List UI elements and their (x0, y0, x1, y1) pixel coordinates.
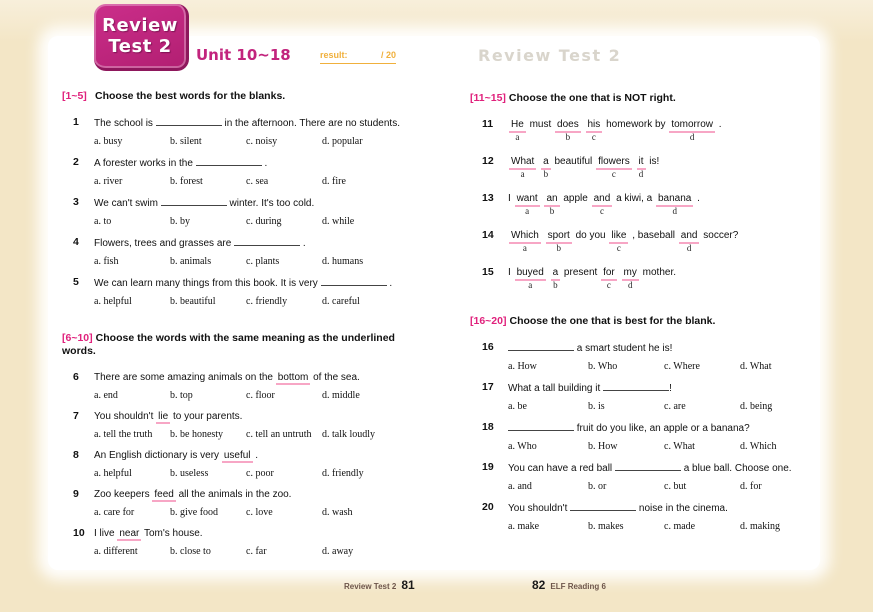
sentence-text: Zoo keepers (94, 489, 153, 500)
option-cell: b. close to (170, 546, 211, 557)
sentence-text: You shouldn't (94, 411, 157, 422)
option-cell: c. friendly (246, 296, 288, 307)
answer-blank (196, 156, 262, 166)
option-cell: d. wash (322, 507, 353, 518)
choice-letter: a (515, 132, 520, 142)
option-cell: b. animals (170, 256, 212, 267)
option-cell: a. end (94, 390, 118, 401)
option-cell: d. popular (322, 136, 363, 147)
option-cell: a. to (94, 216, 112, 227)
sentence-text: . (386, 278, 393, 289)
option-cell: a. and (508, 481, 532, 492)
choice-letter: a (528, 280, 533, 290)
option-cell: c. but (664, 481, 687, 492)
option-cell: b. Who (588, 361, 618, 372)
question-line (470, 381, 822, 395)
question-number: 8 (73, 449, 79, 461)
sentence-text: You can have a red ball (508, 463, 615, 474)
question-text (508, 229, 822, 253)
question-item (470, 192, 822, 217)
option-cell: b. beautiful (170, 296, 216, 307)
option-cell: d. while (322, 216, 355, 227)
answer-blank (603, 381, 669, 391)
answer-blank (508, 341, 574, 351)
question-number: 9 (73, 488, 79, 500)
question-number: 18 (482, 421, 494, 433)
option-cell: d. being (740, 401, 773, 412)
sentence-text: homework by (603, 119, 669, 130)
sentence-text: What a tall building it (508, 383, 604, 394)
option-cell: a. care for (94, 507, 135, 518)
sentence-text: We can't swim (94, 198, 161, 209)
sentence-text: , baseball (629, 230, 678, 241)
option-cell: a. tell the truth (94, 429, 153, 440)
question-number: 16 (482, 341, 494, 353)
question-number: 3 (73, 196, 79, 208)
option-cell: b. useless (170, 468, 209, 479)
choice-word: He a (511, 119, 524, 142)
option-cell: c. tell an untruth (246, 429, 312, 440)
underlined-word: useful (223, 450, 251, 461)
section-instruction: Choose the one that is NOT right. (508, 92, 676, 104)
unit-title: Unit 10~18 (196, 46, 291, 64)
option-cell: d. for (740, 481, 762, 492)
option-cell: c. during (246, 216, 282, 227)
sentence-text: . (261, 158, 268, 169)
sentence-text (582, 119, 585, 130)
option-cell: a. How (508, 361, 537, 372)
answer-blank (161, 196, 227, 206)
sentence-text: An English dictionary is very (94, 450, 222, 461)
option-cell: a. busy (94, 136, 123, 147)
sentence-text: . (716, 119, 722, 130)
option-cell: b. How (588, 441, 618, 452)
question-number: 5 (73, 276, 79, 288)
question-number: 14 (482, 229, 494, 241)
sentence-text: do you (572, 230, 609, 241)
choice-letter: d (686, 243, 692, 253)
question-item (62, 196, 419, 228)
page-number-left: 81 (401, 578, 415, 592)
question-text (508, 155, 822, 179)
question-number: 2 (73, 156, 79, 168)
section-range: [1~5] (62, 90, 87, 102)
sentence-text: Tom's house. (141, 528, 203, 539)
section-instruction: Choose the words with the same meaning as the underlined words. (62, 332, 395, 357)
choice-word: my d (623, 267, 637, 290)
question-text (94, 116, 419, 130)
left-page-footer (344, 578, 415, 592)
option-cell: b. is (588, 401, 605, 412)
underlined-word: lie (158, 411, 169, 422)
sentence-text (542, 230, 545, 241)
options-row (94, 215, 419, 228)
choice-word: and d (680, 230, 698, 253)
option-cell: a. helpful (94, 468, 132, 479)
sentence-text: noise in the cinema. (636, 503, 728, 514)
question-line (470, 229, 822, 253)
left-page-column (62, 90, 419, 566)
question-number: 20 (482, 501, 494, 513)
option-cell: a. Who (508, 441, 537, 452)
option-cell: b. makes (588, 521, 624, 532)
question-line (470, 155, 822, 179)
question-line (62, 276, 419, 290)
sentence-text: in the afternoon. There are no students. (221, 118, 400, 129)
choice-word: for c (603, 267, 615, 290)
choice-word: like c (611, 230, 627, 253)
question-line (470, 192, 822, 216)
sentence-text: . (252, 450, 259, 461)
options-row (94, 428, 419, 441)
option-cell: d. away (322, 546, 354, 557)
choice-word: a b (543, 156, 549, 179)
sentence-text: soccer? (700, 230, 739, 241)
option-cell: c. sea (246, 176, 269, 187)
question-line (470, 341, 822, 355)
options-row (508, 480, 822, 493)
option-cell: a. helpful (94, 296, 132, 307)
option-cell: b. silent (170, 136, 202, 147)
question-line (470, 501, 822, 515)
section-range: [6~10] (62, 332, 93, 344)
question-text (508, 341, 822, 355)
question-item (470, 461, 822, 493)
sentence-text: The school is (94, 118, 156, 129)
option-cell: b. top (170, 390, 193, 401)
section-instruction: Choose the best words for the blanks. (95, 90, 286, 102)
sentence-text: a blue ball. Choose one. (680, 463, 792, 474)
sentence-text: I (508, 267, 514, 278)
question-item (62, 449, 419, 480)
choice-word: What a (511, 156, 535, 179)
choice-word: it d (638, 156, 644, 179)
sentence-text: a kiwi, a (613, 193, 655, 204)
sentence-text (541, 193, 544, 204)
question-list (470, 118, 822, 291)
question-line (62, 196, 419, 210)
question-item (470, 118, 822, 143)
sentence-text: There are some amazing animals on the (94, 372, 276, 383)
answer-blank (234, 236, 300, 246)
question-item (62, 156, 419, 188)
choice-letter: b (549, 206, 555, 216)
option-cell: d. middle (322, 390, 360, 401)
result-box (320, 50, 396, 64)
question-text (508, 461, 822, 475)
choice-word: tomorrow d (671, 119, 714, 142)
choice-letter: b (543, 169, 549, 179)
sentence-text: apple (560, 193, 591, 204)
section-1-5 (62, 90, 419, 308)
section-6-10 (62, 332, 419, 558)
choice-letter: c (591, 132, 596, 142)
options-row (508, 440, 822, 453)
sentence-text: winter. It's too cold. (226, 198, 315, 209)
choice-letter: d (638, 169, 644, 179)
question-text (508, 266, 822, 290)
option-cell: c. floor (246, 390, 275, 401)
option-cell: d. friendly (322, 468, 364, 479)
sentence-text: present (561, 267, 601, 278)
question-number: 12 (482, 155, 494, 167)
option-cell: d. humans (322, 256, 364, 267)
sentence-text: I live (94, 528, 118, 539)
option-cell: c. poor (246, 468, 274, 479)
review-test-badge (94, 4, 189, 71)
question-item (470, 155, 822, 180)
option-cell: a. make (508, 521, 540, 532)
choice-letter: b (565, 132, 571, 142)
section-11-15 (470, 92, 822, 291)
result-label: result: (320, 50, 348, 60)
question-text (94, 196, 419, 210)
question-item (62, 236, 419, 268)
choice-letter: c (611, 169, 616, 179)
question-item (470, 341, 822, 373)
question-number: 13 (482, 192, 494, 204)
sentence-text: . (300, 238, 306, 249)
options-row (94, 467, 419, 480)
option-cell: a. be (508, 401, 527, 412)
question-number: 19 (482, 461, 494, 473)
section-header (62, 332, 419, 358)
sentence-text: a smart student he is! (574, 343, 673, 354)
question-list (62, 116, 419, 308)
question-item (470, 381, 822, 413)
option-cell: c. love (246, 507, 273, 518)
question-item (470, 266, 822, 291)
choice-word: a b (552, 267, 559, 290)
choice-word: flowers c (598, 156, 630, 179)
question-text (508, 192, 822, 216)
options-row (94, 135, 419, 148)
question-line (62, 371, 419, 384)
choice-word: an b (546, 193, 558, 216)
option-cell: c. far (246, 546, 267, 557)
sentence-text: beautiful (551, 156, 596, 167)
question-text (94, 449, 419, 462)
sentence-text: is! (646, 156, 660, 167)
question-line (470, 461, 822, 475)
sentence-text: to your parents. (170, 411, 243, 422)
question-line (62, 156, 419, 170)
option-cell: a. fish (94, 256, 119, 267)
choice-letter: c (616, 243, 621, 253)
question-number: 10 (73, 527, 85, 539)
option-cell: c. plants (246, 256, 280, 267)
section-header (62, 90, 419, 103)
badge-line-2: Test 2 (108, 36, 172, 57)
options-row (508, 360, 822, 373)
options-row (508, 400, 822, 413)
question-item (62, 410, 419, 441)
options-row (94, 506, 419, 519)
sentence-text: all the animals in the zoo. (175, 489, 292, 500)
choice-letter: d (689, 132, 695, 142)
choice-letter: d (627, 280, 633, 290)
option-cell: a. different (94, 546, 138, 557)
sentence-text: must (526, 119, 555, 130)
choice-letter: b (553, 280, 558, 290)
question-text (94, 156, 419, 170)
answer-blank (156, 116, 222, 126)
question-text (508, 501, 822, 515)
question-item (470, 421, 822, 453)
question-line (470, 118, 822, 142)
section-header (470, 92, 822, 105)
result-score: / 20 (380, 50, 396, 60)
choice-word: his c (587, 119, 601, 142)
question-item (62, 276, 419, 308)
question-text (94, 236, 419, 250)
question-number: 1 (73, 116, 79, 128)
sentence-text: ! (669, 383, 672, 394)
question-item (62, 371, 419, 402)
question-number: 6 (73, 371, 79, 383)
options-row (94, 389, 419, 402)
sentence-text (537, 156, 540, 167)
question-number: 15 (482, 266, 494, 278)
choice-word: want a (516, 193, 538, 216)
sentence-text (633, 156, 636, 167)
choice-letter: c (599, 206, 604, 216)
question-number: 17 (482, 381, 494, 393)
sentence-text: fruit do you like, an apple or a banana? (574, 423, 750, 434)
options-row (94, 295, 419, 308)
options-row (94, 255, 419, 268)
options-row (94, 545, 419, 558)
question-item (470, 501, 822, 533)
question-number: 7 (73, 410, 79, 422)
question-text (508, 118, 822, 142)
option-cell: a. river (94, 176, 123, 187)
footer-book-title: ELF Reading 6 (550, 582, 606, 591)
option-cell: b. be honesty (170, 429, 224, 440)
question-text (508, 381, 822, 395)
choice-word: banana d (658, 193, 692, 216)
right-page-footer (532, 578, 606, 592)
option-cell: d. making (740, 521, 780, 532)
choice-word: buyed a (516, 267, 544, 290)
section-range: [11~15] (470, 92, 506, 104)
option-cell: b. or (588, 481, 607, 492)
footer-title: Review Test 2 (344, 582, 397, 591)
option-cell: d. talk loudly (322, 429, 376, 440)
option-cell: d. What (740, 361, 772, 372)
sentence-text (618, 267, 621, 278)
sentence-text: A forester works in the (94, 158, 196, 169)
question-text (94, 488, 419, 501)
question-item (62, 527, 419, 558)
underlined-word: near (119, 528, 140, 539)
question-text (94, 410, 419, 423)
question-number: 11 (482, 118, 494, 130)
question-line (62, 236, 419, 250)
option-cell: d. fire (322, 176, 346, 187)
option-cell: c. Where (664, 361, 700, 372)
question-list (470, 341, 822, 533)
badge-line-1: Review (102, 15, 178, 36)
sentence-text: mother. (639, 267, 677, 278)
question-line (62, 410, 419, 423)
question-text (94, 371, 419, 384)
options-row (94, 175, 419, 188)
option-cell: d. careful (322, 296, 360, 307)
question-list (62, 371, 419, 558)
page-watermark: Review Test 2 (478, 46, 622, 65)
option-cell: b. by (170, 216, 190, 227)
question-item (470, 229, 822, 254)
question-item (62, 488, 419, 519)
choice-letter: a (525, 206, 530, 216)
choice-word: does b (557, 119, 579, 142)
underlined-word: bottom (277, 372, 309, 383)
answer-blank (321, 276, 387, 286)
choice-letter: b (556, 243, 561, 253)
option-cell: c. noisy (246, 136, 278, 147)
option-cell: d. Which (740, 441, 777, 452)
question-item (62, 116, 419, 148)
choice-letter: c (606, 280, 611, 290)
question-line (62, 527, 419, 540)
choice-letter: a (522, 243, 527, 253)
sentence-text: Flowers, trees and grasses are (94, 238, 235, 249)
option-cell: c. made (664, 521, 696, 532)
sentence-text: . (694, 193, 700, 204)
question-text (94, 527, 419, 540)
choice-word: Which a (511, 230, 539, 253)
question-line (470, 421, 822, 435)
sentence-text: I (508, 193, 514, 204)
sentence-text (547, 267, 550, 278)
question-line (62, 449, 419, 462)
option-cell: b. give food (170, 507, 219, 518)
sentence-text: We can learn many things from this book. It is very (94, 278, 321, 289)
answer-blank (570, 501, 636, 511)
sentence-text: You shouldn't (508, 503, 571, 514)
section-range: [16~20] (470, 315, 507, 327)
choice-word: sport b (547, 230, 570, 253)
option-cell: c. are (664, 401, 686, 412)
question-number: 4 (73, 236, 79, 248)
answer-blank (615, 461, 681, 471)
option-cell: c. What (664, 441, 695, 452)
right-page-column (470, 92, 822, 541)
option-cell: b. forest (170, 176, 203, 187)
question-line (470, 266, 822, 290)
choice-word: and c (593, 193, 611, 216)
options-row (508, 520, 822, 533)
choice-letter: a (520, 169, 525, 179)
page-number-right: 82 (532, 578, 546, 592)
section-16-20 (470, 315, 822, 533)
section-header (470, 315, 822, 328)
question-text (94, 276, 419, 290)
answer-blank (508, 421, 574, 431)
choice-letter: d (672, 206, 677, 216)
question-line (62, 488, 419, 501)
question-text (508, 421, 822, 435)
question-line (62, 116, 419, 130)
sentence-text: of the sea. (310, 372, 360, 383)
underlined-word: feed (154, 489, 174, 500)
section-instruction: Choose the one that is best for the blank. (509, 315, 716, 327)
